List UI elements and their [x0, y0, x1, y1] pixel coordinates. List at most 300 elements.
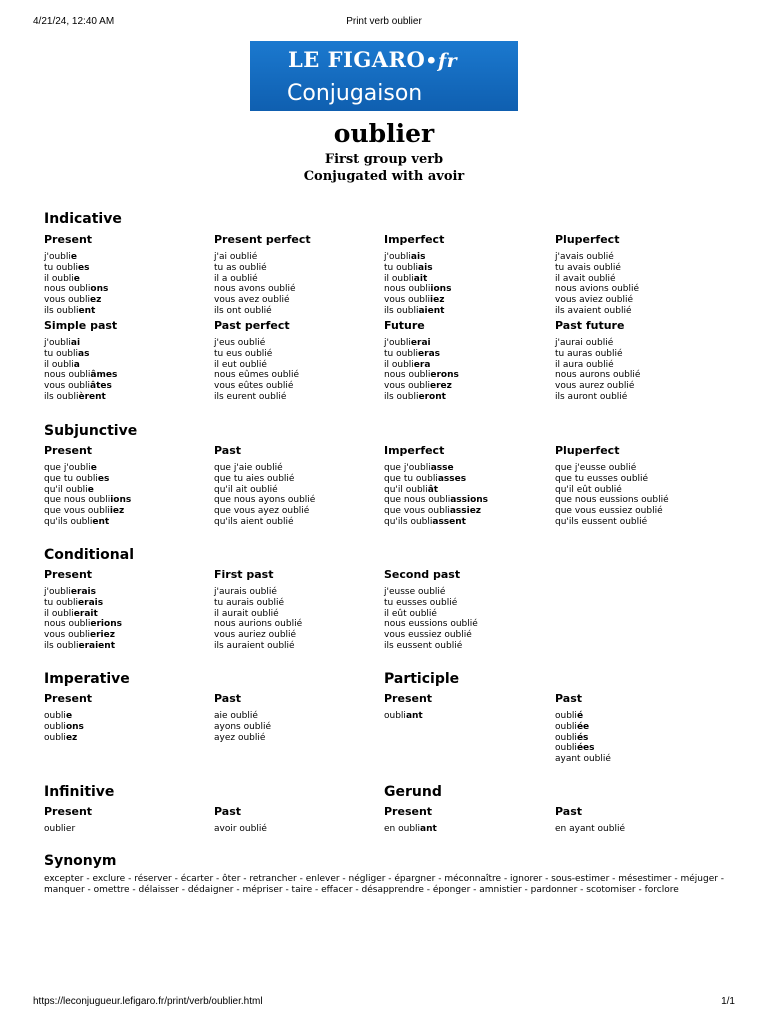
form-stem: nous oubli — [44, 619, 91, 630]
conjugation-form — [384, 392, 549, 403]
conjugation-form — [44, 506, 209, 517]
form-stem: qu'il oubli — [44, 484, 88, 495]
form-stem: tu oubli — [44, 262, 79, 273]
form-stem: qu'ils oubli — [44, 516, 93, 527]
form-stem: j'oubli — [44, 587, 71, 597]
conjugation-form — [44, 587, 209, 598]
form-ending: e — [70, 252, 78, 262]
form-stem: que tu oubli — [384, 473, 438, 484]
form-stem: vous oubli — [44, 381, 91, 392]
tense-name: Imperfect — [384, 233, 445, 246]
conjugation-form — [555, 743, 720, 754]
tense-block-conditional-second-past — [384, 568, 549, 652]
form-ending: ions — [110, 495, 132, 506]
conjugation-form — [214, 824, 379, 835]
form-stem: nous avons oublié — [214, 284, 296, 295]
form-ending: ez — [65, 732, 78, 743]
tense-name: Past perfect — [214, 319, 290, 332]
conjugation-form — [384, 598, 549, 609]
conjugation-form — [384, 284, 549, 295]
tense-name: Present perfect — [214, 233, 311, 246]
form-stem: oubli — [384, 711, 406, 721]
form-stem: nous oubli — [384, 284, 431, 295]
tense-block-conditional-first-past — [214, 568, 379, 652]
form-stem: oublier — [44, 824, 76, 834]
conjugation-form — [214, 587, 379, 598]
form-stem: oubli — [555, 732, 577, 743]
form-ending: iez — [109, 506, 125, 517]
conjugation-form — [44, 711, 209, 722]
conjugation-form — [555, 517, 720, 528]
form-stem: qu'ils oubli — [384, 516, 433, 527]
tense-name: Future — [384, 319, 425, 332]
form-ending: eras — [418, 348, 441, 359]
conjugation-form — [44, 495, 209, 506]
form-stem: que nous eussions oublié — [555, 495, 669, 506]
form-stem: il a oublié — [214, 273, 258, 284]
form-stem: nous oubli — [44, 370, 91, 381]
form-stem: tu eus oublié — [214, 348, 273, 359]
form-ending: èrent — [78, 391, 106, 402]
conjugation-form — [44, 338, 209, 349]
form-stem: aie oublié — [214, 711, 258, 721]
conjugation-form — [44, 284, 209, 295]
conjugation-form — [214, 619, 379, 630]
conjugation-form — [214, 711, 379, 722]
conjugation-form — [384, 381, 549, 392]
tense-block-indicative-present-perfect — [214, 233, 379, 317]
conjugation-form — [214, 733, 379, 744]
form-stem: vous oubli — [384, 295, 431, 306]
form-stem: avoir oublié — [214, 824, 267, 834]
section-heading-subjunctive: Subjunctive — [44, 423, 138, 439]
tense-block-gerund-past — [555, 805, 720, 835]
form-ending: eriez — [90, 630, 115, 641]
conjugation-form — [384, 711, 549, 722]
logo-tld: •fr — [425, 50, 458, 72]
form-ending: ent — [78, 305, 96, 316]
form-ending: e — [73, 273, 80, 284]
tense-name: Past — [555, 805, 582, 818]
form-ending: ées — [576, 743, 595, 754]
tense-block-imperative-past — [214, 692, 379, 743]
form-ending: ent — [92, 516, 110, 527]
form-ending: eraient — [78, 640, 115, 651]
conjugation-forms — [214, 711, 379, 743]
form-stem: ayez oublié — [214, 732, 266, 743]
form-stem: que j'oubli — [384, 463, 431, 473]
form-stem: que nous oubli — [44, 495, 111, 506]
form-stem: que tu oubli — [44, 473, 98, 484]
conjugation-form — [214, 252, 379, 263]
form-stem: vous auriez oublié — [214, 630, 297, 641]
conjugation-forms — [214, 338, 379, 403]
conjugation-form — [555, 370, 720, 381]
conjugation-forms — [44, 463, 209, 528]
form-stem: vous eussiez oublié — [384, 630, 472, 641]
form-stem: j'eusse oublié — [384, 587, 446, 597]
form-ending: iez — [430, 295, 445, 306]
form-stem: il oubli — [384, 359, 414, 370]
form-stem: vous oubli — [44, 630, 91, 641]
conjugation-form — [555, 463, 720, 474]
form-stem: il eût oublié — [384, 608, 437, 619]
form-ending: eront — [418, 391, 446, 402]
conjugation-form — [44, 824, 209, 835]
conjugation-form — [384, 252, 549, 263]
conjugation-form — [384, 263, 549, 274]
form-ending: és — [576, 732, 589, 743]
conjugation-form — [214, 506, 379, 517]
conjugation-form — [214, 370, 379, 381]
conjugation-forms — [44, 587, 209, 652]
conjugation-form — [555, 392, 720, 403]
form-stem: que nous ayons oublié — [214, 495, 316, 506]
form-ending: e — [90, 463, 97, 473]
tense-block-infinitive-present — [44, 805, 209, 835]
form-stem: tu oubli — [44, 597, 79, 608]
conjugation-form — [384, 274, 549, 285]
conjugation-form — [384, 587, 549, 598]
form-stem: il avait oublié — [555, 273, 616, 284]
conjugation-form — [44, 722, 209, 733]
form-stem: ils eussent oublié — [384, 640, 463, 651]
conjugation-forms — [44, 711, 209, 743]
form-stem: en ayant oublié — [555, 824, 626, 834]
conjugation-form — [555, 711, 720, 722]
conjugation-form — [44, 485, 209, 496]
form-stem: nous oubli — [384, 370, 431, 381]
tense-block-imperative-present — [44, 692, 209, 743]
tense-block-gerund-present — [384, 805, 549, 835]
conjugation-forms — [44, 824, 209, 835]
conjugation-form — [555, 263, 720, 274]
form-ending: ai — [70, 338, 81, 348]
tense-name: Pluperfect — [555, 233, 620, 246]
conjugation-forms — [384, 463, 549, 528]
form-stem: nous avions oublié — [555, 284, 640, 295]
section-heading-conditional: Conditional — [44, 547, 135, 563]
tense-name: Pluperfect — [555, 444, 620, 457]
logo-subtitle: Conjugaison — [287, 81, 423, 106]
conjugation-form — [555, 381, 720, 392]
form-stem: oubli — [44, 732, 66, 743]
conjugation-form — [555, 306, 720, 317]
conjugation-form — [214, 485, 379, 496]
form-stem: qu'il ait oublié — [214, 484, 278, 495]
form-ending: ée — [576, 721, 590, 732]
conjugation-form — [384, 349, 549, 360]
synonym-heading: Synonym — [44, 853, 117, 869]
form-ending: erai — [410, 338, 431, 348]
form-ending: assions — [450, 495, 489, 506]
form-stem: j'avais oublié — [555, 252, 614, 262]
form-ending: âmes — [90, 370, 118, 381]
section-heading-imperative: Imperative — [44, 671, 130, 687]
form-ending: aient — [418, 305, 445, 316]
form-stem: qu'ils aient oublié — [214, 516, 294, 527]
conjugation-forms — [44, 252, 209, 317]
form-stem: ils oubli — [384, 391, 419, 402]
tense-block-indicative-past-future — [555, 319, 720, 403]
form-stem: il oubli — [44, 273, 74, 284]
conjugation-form — [214, 474, 379, 485]
form-ending: ons — [65, 721, 84, 732]
conjugation-form — [44, 474, 209, 485]
section-heading-indicative: Indicative — [44, 211, 122, 227]
conjugation-form — [44, 349, 209, 360]
conjugation-form — [384, 295, 549, 306]
form-stem: tu aurais oublié — [214, 597, 285, 608]
conjugation-form — [44, 263, 209, 274]
print-url: https://leconjugueur.lefigaro.fr/print/verb/oublier.html — [33, 996, 263, 1007]
conjugation-form — [384, 609, 549, 620]
tense-name: Present — [44, 805, 93, 818]
section-heading-infinitive: Infinitive — [44, 784, 115, 800]
form-ending: ais — [410, 252, 426, 262]
form-stem: oubli — [44, 711, 66, 721]
tense-block-indicative-simple-past — [44, 319, 209, 403]
page-count: 1/1 — [721, 996, 735, 1007]
tense-name: Present — [44, 692, 93, 705]
tense-block-subjunctive-present — [44, 444, 209, 528]
conjugation-forms — [214, 463, 379, 528]
tense-name: Present — [384, 692, 433, 705]
verb-title: oublier — [333, 119, 435, 148]
conjugation-form — [214, 381, 379, 392]
conjugation-form — [384, 338, 549, 349]
conjugation-forms — [555, 252, 720, 317]
tense-block-conditional-present — [44, 568, 209, 652]
form-ending: asse — [430, 463, 454, 473]
print-header — [0, 16, 768, 30]
form-ending: e — [65, 711, 73, 721]
logo-brand: LE FIGARO•fr — [288, 47, 458, 72]
conjugation-form — [44, 306, 209, 317]
conjugation-form — [384, 485, 549, 496]
tense-name: Past future — [555, 319, 625, 332]
form-stem: que tu eusses oublié — [555, 473, 649, 484]
form-ending: ais — [418, 262, 433, 273]
conjugation-form — [555, 506, 720, 517]
conjugation-form — [384, 630, 549, 641]
conjugation-form — [214, 641, 379, 652]
verb-auxiliary: Conjugated with avoir — [303, 169, 465, 184]
tense-block-participle-past — [555, 692, 720, 765]
form-stem: il aura oublié — [555, 359, 614, 370]
form-stem: j'ai oublié — [214, 252, 258, 262]
tense-name: Past — [214, 692, 241, 705]
print-footer — [0, 996, 768, 1010]
form-stem: vous eûtes oublié — [214, 381, 294, 392]
form-stem: vous oubli — [384, 381, 431, 392]
tense-block-indicative-imperfect — [384, 233, 549, 317]
conjugation-form — [384, 641, 549, 652]
conjugation-form — [214, 392, 379, 403]
conjugation-form — [384, 619, 549, 630]
form-stem: qu'il eût oublié — [555, 484, 622, 495]
form-stem: oubli — [555, 711, 577, 721]
form-stem: oubli — [44, 721, 66, 732]
section-heading-participle: Participle — [384, 671, 460, 687]
form-ending: ant — [420, 824, 437, 834]
conjugation-form — [44, 517, 209, 528]
form-stem: que nous oubli — [384, 495, 451, 506]
tense-block-subjunctive-imperfect — [384, 444, 549, 528]
form-stem: en oubli — [384, 824, 421, 834]
form-stem: tu oubli — [384, 348, 419, 359]
synonym-list: excepter - exclure - réserver - écarter - ôter - retrancher - enlever - négliger - épargner - méconnaître - ignorer - sous-estimer - mésestimer - méjuger - manquer - omettre - délaisser - dédaigner - mépriser - taire - effacer - désapprendre - éponger - amnistier - pardonner - scotomiser - forclore — [44, 874, 725, 895]
conjugation-form — [555, 474, 720, 485]
form-stem: j'oubli — [44, 338, 71, 348]
form-ending: erait — [73, 608, 98, 619]
conjugation-form — [44, 252, 209, 263]
conjugation-form — [384, 370, 549, 381]
form-ending: é — [576, 711, 584, 721]
form-stem: j'oubli — [44, 252, 71, 262]
conjugation-form — [214, 722, 379, 733]
form-stem: tu avais oublié — [555, 262, 621, 273]
form-stem: que vous oubli — [384, 506, 450, 517]
conjugation-forms — [384, 252, 549, 317]
conjugation-form — [44, 609, 209, 620]
form-ending: ons — [90, 284, 109, 295]
conjugation-form — [214, 338, 379, 349]
conjugation-form — [555, 295, 720, 306]
form-ending: erais — [78, 597, 104, 608]
conjugation-form — [214, 630, 379, 641]
conjugation-form — [384, 360, 549, 371]
form-stem: ils oubli — [44, 305, 79, 316]
conjugation-forms — [214, 252, 379, 317]
form-stem: nous oubli — [44, 284, 91, 295]
conjugation-form — [214, 295, 379, 306]
tense-name: Present — [44, 568, 93, 581]
tense-name: Present — [44, 444, 93, 457]
conjugation-form — [555, 284, 720, 295]
form-stem: ils oubli — [44, 640, 79, 651]
verb-group: First group verb — [324, 152, 444, 167]
form-stem: tu oubli — [384, 262, 419, 273]
conjugation-form — [214, 495, 379, 506]
tense-name: First past — [214, 568, 274, 581]
tense-block-infinitive-past — [214, 805, 379, 835]
conjugation-form — [384, 474, 549, 485]
form-ending: erons — [430, 370, 459, 381]
form-stem: j'aurai oublié — [555, 338, 614, 348]
form-stem: ils auraient oublié — [214, 640, 295, 651]
conjugation-form — [44, 630, 209, 641]
conjugation-forms — [555, 338, 720, 403]
form-ending: as — [78, 348, 90, 359]
conjugation-form — [214, 274, 379, 285]
tense-name: Second past — [384, 568, 461, 581]
form-stem: ils oubli — [384, 305, 419, 316]
conjugation-form — [555, 485, 720, 496]
conjugation-forms — [384, 711, 549, 722]
form-stem: j'eus oublié — [214, 338, 266, 348]
form-stem: tu oubli — [44, 348, 79, 359]
conjugation-form — [555, 722, 720, 733]
form-stem: ayant oublié — [555, 754, 611, 765]
tense-block-subjunctive-pluperfect — [555, 444, 720, 528]
conjugation-form — [214, 284, 379, 295]
form-stem: nous aurons oublié — [555, 370, 641, 381]
form-ending: erez — [430, 381, 452, 392]
conjugation-form — [214, 463, 379, 474]
conjugation-form — [44, 274, 209, 285]
conjugation-forms — [555, 824, 720, 835]
form-stem: que vous ayez oublié — [214, 506, 310, 517]
form-stem: vous aviez oublié — [555, 295, 634, 306]
conjugation-form — [214, 360, 379, 371]
conjugation-forms — [44, 338, 209, 403]
conjugation-form — [214, 517, 379, 528]
tense-name: Simple past — [44, 319, 118, 332]
conjugation-form — [44, 598, 209, 609]
conjugation-form — [555, 338, 720, 349]
form-stem: tu eusses oublié — [384, 597, 458, 608]
form-ending: es — [97, 473, 110, 484]
tense-block-indicative-pluperfect — [555, 233, 720, 317]
form-ending: erais — [70, 587, 96, 597]
form-stem: j'aurais oublié — [214, 587, 277, 597]
tense-name: Present — [44, 233, 93, 246]
tense-name: Present — [384, 805, 433, 818]
form-stem: j'oubli — [384, 338, 411, 348]
form-stem: ils ont oublié — [214, 305, 272, 316]
conjugation-form — [384, 463, 549, 474]
form-stem: ils avaient oublié — [555, 305, 632, 316]
form-stem: que vous oubli — [44, 506, 110, 517]
tense-block-subjunctive-past — [214, 444, 379, 528]
form-stem: ayons oublié — [214, 721, 272, 732]
form-ending: e — [87, 484, 94, 495]
tense-name: Past — [214, 805, 241, 818]
form-stem: nous eussions oublié — [384, 619, 478, 630]
form-stem: il oubli — [384, 273, 414, 284]
conjugation-forms — [384, 338, 549, 403]
conjugation-form — [555, 824, 720, 835]
conjugation-form — [555, 360, 720, 371]
form-ending: erions — [90, 619, 122, 630]
conjugation-form — [214, 609, 379, 620]
conjugation-forms — [214, 587, 379, 652]
conjugation-forms — [214, 824, 379, 835]
form-stem: vous avez oublié — [214, 295, 290, 306]
form-stem: ils eurent oublié — [214, 391, 287, 402]
form-ending: ant — [405, 711, 423, 721]
le-figaro-conjugaison-logo — [250, 41, 518, 111]
conjugation-form — [384, 506, 549, 517]
form-stem: il oubli — [44, 608, 74, 619]
form-stem: qu'ils eussent oublié — [555, 516, 648, 527]
form-stem: tu auras oublié — [555, 348, 623, 359]
form-ending: asses — [437, 473, 467, 484]
form-stem: ils oubli — [44, 391, 79, 402]
conjugation-form — [214, 306, 379, 317]
form-stem: que vous eussiez oublié — [555, 506, 663, 517]
conjugation-forms — [384, 587, 549, 652]
conjugation-form — [44, 370, 209, 381]
form-stem: nous eûmes oublié — [214, 370, 300, 381]
tense-name: Past — [214, 444, 241, 457]
form-ending: ait — [413, 273, 428, 284]
form-ending: âtes — [90, 381, 112, 392]
conjugation-form — [555, 252, 720, 263]
form-stem: il aurait oublié — [214, 608, 279, 619]
conjugation-forms — [555, 463, 720, 528]
